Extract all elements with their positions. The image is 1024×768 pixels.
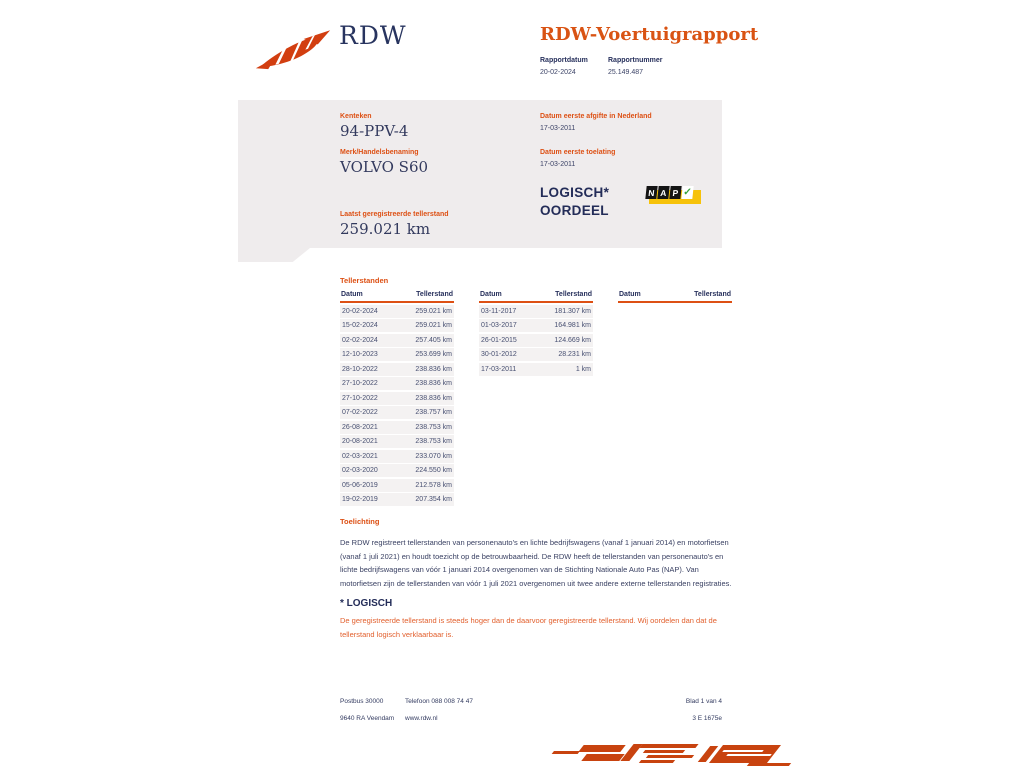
- table-row: [340, 479, 454, 492]
- report-number-value: 25.149.487: [608, 69, 644, 76]
- table-row: [340, 421, 454, 434]
- nap-logo: [646, 186, 700, 201]
- row-date: 02-02-2024: [342, 336, 378, 344]
- toelating-label: Datum eerste toelating: [540, 149, 616, 156]
- rdw-stripes-decoration: [543, 740, 795, 768]
- row-odometer: 124.669 km: [554, 336, 591, 344]
- toelichting-section: [340, 517, 734, 641]
- row-date: 05-06-2019: [342, 481, 378, 489]
- row-date: 26-01-2015: [481, 336, 517, 344]
- row-date: 15-02-2024: [342, 322, 378, 329]
- row-odometer: 224.550 km: [415, 467, 452, 474]
- row-date: 02-03-2021: [342, 452, 378, 460]
- row-date: 27-10-2022: [342, 380, 378, 387]
- rdw-bird-icon: [252, 24, 334, 70]
- table-row: [340, 305, 454, 318]
- rdw-wordmark: RDW: [339, 21, 407, 50]
- row-odometer: 259.021 km: [415, 307, 452, 315]
- tellerstanden-section: [340, 276, 732, 506]
- report-title: RDW-Voertuigrapport: [540, 24, 759, 45]
- row-date: 07-02-2022: [342, 409, 378, 416]
- table-row: [479, 334, 593, 347]
- table-row: [340, 435, 454, 448]
- toelating-value: 17-03-2011: [540, 161, 576, 168]
- col-datum: Datum: [341, 291, 363, 298]
- footer-address-line2: 9640 RA Veendam: [340, 715, 395, 722]
- row-odometer: 233.070 km: [415, 452, 452, 460]
- row-date: 30-01-2012: [481, 351, 517, 358]
- row-odometer: 259.021 km: [415, 322, 452, 329]
- row-odometer: 28.231 km: [558, 351, 591, 358]
- footer-form-code: 3 E 1675e: [692, 715, 722, 722]
- table-row: [479, 319, 593, 332]
- laatst-tellerstand-value: 259.021 km: [340, 220, 431, 238]
- row-odometer: 1 km: [575, 365, 591, 373]
- oordeel-line1: LOGISCH*: [540, 185, 610, 200]
- tellerstanden-table-1: [340, 291, 454, 506]
- report-meta: [540, 57, 676, 76]
- toelichting-heading: Toelichting: [340, 517, 380, 526]
- kenteken-value: 94-PPV-4: [340, 122, 409, 140]
- table-row: [479, 363, 593, 376]
- tellerstanden-table-2: [479, 291, 593, 506]
- nap-letter-p: P: [669, 186, 681, 199]
- row-date: 02-03-2020: [342, 467, 378, 474]
- page-footer: [340, 698, 722, 728]
- table-header: [340, 291, 454, 303]
- table-row: [479, 348, 593, 361]
- row-date: 19-02-2019: [342, 496, 378, 503]
- table-row: [340, 363, 454, 376]
- footer-address-line1: Postbus 30000: [340, 698, 384, 705]
- row-odometer: 238.836 km: [415, 365, 452, 373]
- table-header: [618, 291, 732, 303]
- tellerstanden-tables: [340, 291, 732, 506]
- row-date: 12-10-2023: [342, 351, 378, 358]
- merk-label: Merk/Handelsbenaming: [340, 149, 419, 156]
- nap-tiles: [645, 186, 693, 199]
- table-row: [340, 493, 454, 506]
- row-date: 28-10-2022: [342, 365, 378, 373]
- table-header: [479, 291, 593, 303]
- laatst-tellerstand-label: Laatst geregistreerde tellerstand: [340, 211, 449, 218]
- table-row: [479, 305, 593, 318]
- table-row: [340, 319, 454, 332]
- toelichting-body: De RDW registreert tellerstanden van personenauto's en lichte bedrijfswagens (vanaf 1 januari 2014) en motorfietsen (vanaf 1 juli 2021) en houdt toezicht op de betrouwbaarheid. De RDW heeft de tellerstanden van personenauto's en lichte bedrijfswagens van vóór 1 januari 2014 overgenomen van de Stichting Nationale Auto Pas (NAP). Van motorfietsen zijn de tellerstanden van vóór 1 juli 2021 overgenomen uit twee andere externe tellerstanden registraties.: [340, 538, 732, 588]
- report-number-label: Rapportnummer: [608, 57, 663, 64]
- merk-value: VOLVO S60: [340, 158, 429, 176]
- row-odometer: 238.836 km: [415, 380, 452, 387]
- nap-letter-n: N: [645, 186, 657, 199]
- nap-check-icon: ✓: [682, 187, 693, 198]
- col-datum: Datum: [480, 291, 502, 298]
- oordeel-line2: OORDEEL: [540, 203, 609, 218]
- footer-phone: Telefoon 088 008 74 47: [405, 698, 473, 705]
- vehicle-panel: [238, 100, 722, 248]
- row-date: 17-03-2011: [481, 365, 517, 373]
- col-tellerstand: Tellerstand: [555, 291, 592, 298]
- row-odometer: 212.578 km: [415, 481, 452, 489]
- row-odometer: 253.699 km: [415, 351, 452, 358]
- row-date: 01-03-2017: [481, 322, 517, 329]
- row-odometer: 238.753 km: [415, 423, 452, 431]
- row-date: 26-08-2021: [342, 423, 378, 431]
- row-date: 27-10-2022: [342, 394, 378, 402]
- row-date: 03-11-2017: [481, 307, 517, 315]
- row-date: 20-02-2024: [342, 307, 378, 315]
- row-odometer: 257.405 km: [415, 336, 452, 344]
- table-row: [340, 334, 454, 347]
- logisch-note: De geregistreerde tellerstand is steeds hoger dan de daarvoor geregistreerde tellerstand. Wij oordelen dan dat de tellerstand logisch verklaarbaar is.: [340, 616, 717, 639]
- afgifte-value: 17-03-2011: [540, 125, 576, 132]
- row-date: 20-08-2021: [342, 438, 378, 445]
- table-row: [340, 464, 454, 477]
- tellerstanden-heading: Tellerstanden: [340, 276, 389, 285]
- oordeel-badge: [540, 184, 609, 220]
- footer-page-number: Blad 1 van 4: [685, 698, 722, 705]
- report-date-block: [540, 57, 608, 76]
- table-row: [340, 377, 454, 390]
- table-row: [340, 450, 454, 463]
- row-odometer: 238.836 km: [415, 394, 452, 402]
- row-odometer: 238.753 km: [415, 438, 452, 445]
- tellerstanden-table-3: [618, 291, 732, 506]
- report-number-block: [608, 57, 676, 76]
- row-odometer: 238.757 km: [415, 409, 452, 416]
- footer-website: www.rdw.nl: [405, 715, 438, 722]
- report-date-value: 20-02-2024: [540, 69, 576, 76]
- afgifte-label: Datum eerste afgifte in Nederland: [540, 113, 652, 120]
- logisch-heading: * LOGISCH: [340, 598, 393, 609]
- kenteken-label: Kenteken: [340, 113, 372, 120]
- table-row: [340, 406, 454, 419]
- table-row: [340, 348, 454, 361]
- col-tellerstand: Tellerstand: [416, 291, 453, 298]
- report-date-label: Rapportdatum: [540, 57, 588, 64]
- row-odometer: 164.981 km: [554, 322, 591, 329]
- table-row: [340, 392, 454, 405]
- row-odometer: 181.307 km: [554, 307, 591, 315]
- nap-letter-a: A: [657, 186, 669, 199]
- col-datum: Datum: [619, 291, 641, 298]
- col-tellerstand: Tellerstand: [694, 291, 731, 298]
- row-odometer: 207.354 km: [415, 496, 452, 503]
